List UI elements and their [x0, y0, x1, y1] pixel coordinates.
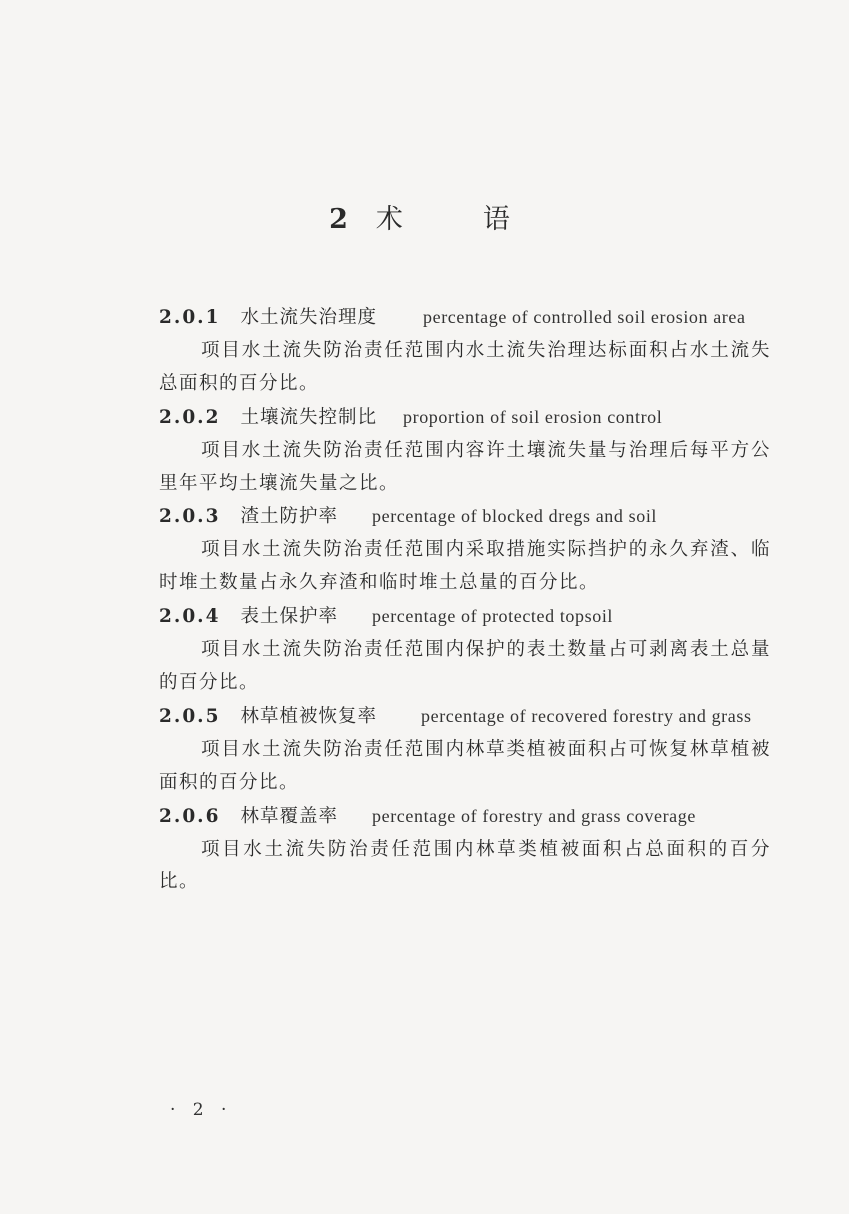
term-chinese: 土壤流失控制比: [240, 406, 378, 428]
term-chinese: 渣土防护率: [240, 506, 339, 528]
term-definition: 项目水土流失防治责任范围内保护的表土数量占可剥离表土总量的百分比。: [159, 639, 771, 693]
term-2-0-2: [159, 401, 771, 501]
term-chinese: 表土保护率: [240, 606, 339, 628]
term-heading: [159, 500, 771, 534]
term-english: percentage of protected topsoil: [372, 606, 614, 627]
chapter-title: [0, 200, 849, 240]
term-id: 2.0.4: [159, 606, 221, 628]
term-id: 2.0.6: [159, 805, 221, 827]
chapter-title-char-2: 语: [482, 204, 510, 235]
term-heading: [159, 301, 771, 335]
term-id: 2.0.1: [159, 307, 221, 328]
term-definition: 项目水土流失防治责任范围内采取措施实际挡护的永久弃渣、临时堆土数量占永久弃渣和临时堆土总量的百分比。: [159, 539, 771, 594]
term-english: percentage of forestry and grass coverage: [372, 805, 696, 826]
term-definition: 项目水土流失防治责任范围内水土流失治理达标面积占水土流失总面积的百分比。: [159, 339, 771, 394]
term-english: percentage of recovered forestry and grass: [421, 705, 752, 726]
page-number: · 2 ·: [170, 1100, 233, 1120]
terms-list: [159, 301, 771, 899]
term-heading: [159, 600, 771, 634]
term-2-0-6: [159, 800, 771, 900]
term-definition: 项目水土流失防治责任范围内林草类植被面积占总面积的百分比。: [159, 838, 771, 893]
term-english: percentage of controlled soil erosion area: [423, 307, 746, 327]
term-english: proportion of soil erosion control: [403, 406, 663, 427]
term-heading: [159, 800, 771, 834]
chapter-title-char-1: 术: [375, 204, 403, 235]
term-definition: 项目水土流失防治责任范围内容许土壤流失量与治理后每平方公里年平均土壤流失量之比。: [159, 439, 771, 494]
term-id: 2.0.2: [159, 406, 221, 428]
term-english: percentage of blocked dregs and soil: [372, 506, 658, 527]
term-chinese: 林草覆盖率: [240, 805, 339, 827]
term-definition: 项目水土流失防治责任范围内林草类植被面积占可恢复林草植被面积的百分比。: [159, 738, 771, 793]
term-2-0-4: [159, 600, 771, 700]
term-heading: [159, 401, 771, 435]
term-chinese: 水土流失治理度: [240, 307, 378, 328]
term-id: 2.0.5: [159, 705, 221, 727]
term-2-0-1: [159, 301, 771, 401]
term-heading: [159, 700, 771, 734]
term-chinese: 林草植被恢复率: [240, 705, 378, 727]
term-id: 2.0.3: [159, 506, 221, 528]
term-2-0-3: [159, 500, 771, 600]
chapter-number: 2: [329, 204, 348, 235]
term-2-0-5: [159, 700, 771, 800]
